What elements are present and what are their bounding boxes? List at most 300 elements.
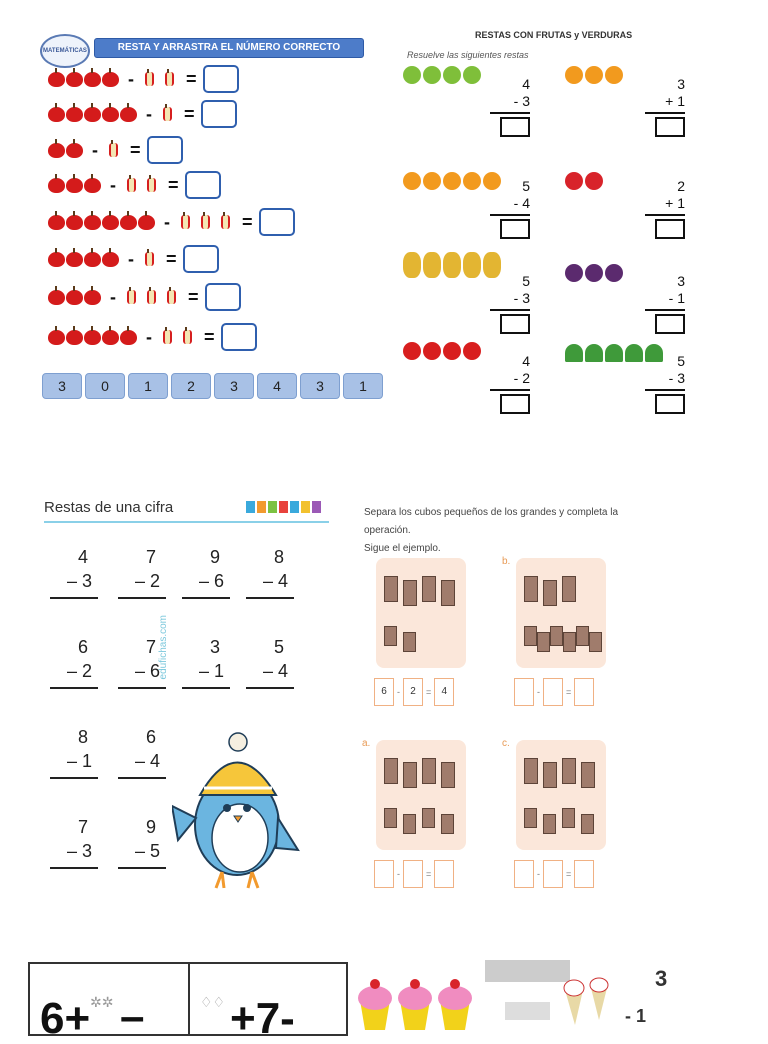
spinach-icon [585, 344, 603, 362]
strawberry-icon [585, 172, 603, 190]
apple-icon [66, 72, 83, 87]
subtrahend: – 4 [262, 661, 288, 681]
subtraction-problem [50, 815, 98, 869]
large-cube-icon [441, 580, 455, 606]
lime-icon [463, 66, 481, 84]
subtraction-problem [50, 725, 98, 779]
apple-icon [66, 252, 83, 267]
equals-sign: = [186, 68, 197, 89]
answer-line[interactable] [50, 867, 98, 869]
apple-icon [66, 143, 83, 158]
minus-sign: - [537, 869, 540, 879]
top-number: 4 [522, 353, 530, 369]
orange-icon [403, 172, 421, 190]
left-expression-minus: – [120, 992, 145, 1041]
small-cube-icon [563, 632, 576, 652]
subtrahend: – 1 [198, 661, 224, 681]
cube-card [516, 558, 606, 668]
answer-drop-box[interactable] [185, 171, 221, 199]
operation-row [374, 678, 454, 706]
minuend: 8 [273, 547, 284, 567]
operation-number: + 1 [665, 195, 685, 211]
cupcakes-illustration [355, 970, 480, 1030]
small-cube-icon [384, 626, 397, 646]
answer-line[interactable] [118, 867, 166, 869]
top-number: 5 [522, 178, 530, 194]
large-cube-icon [441, 762, 455, 788]
apple-core-icon [160, 327, 171, 347]
apple-row [48, 245, 219, 273]
site-watermark: edufichas.com [158, 615, 169, 680]
apple-core-icon [142, 69, 153, 89]
minuend: 3 [209, 637, 220, 657]
apple-core-icon [160, 104, 171, 124]
edufichas-logo [246, 501, 321, 513]
small-cube-icon [576, 626, 589, 646]
operation-box[interactable] [434, 860, 454, 888]
subtrahend: – 2 [134, 571, 160, 591]
draggable-number-tile[interactable]: 2 [171, 373, 211, 399]
minus-sign: - [164, 211, 170, 232]
bottom-number: - 1 [625, 1006, 647, 1026]
minuend: 6 [145, 727, 156, 747]
equals-sign: = [426, 869, 432, 879]
answer-drop-box[interactable] [205, 283, 241, 311]
single-digit-subtraction-worksheet [36, 495, 336, 895]
apple-core-icon [164, 287, 175, 307]
ice-cream-illustration [555, 970, 615, 1030]
gray-label-block-2 [505, 1002, 550, 1020]
apple-icon [66, 178, 83, 193]
large-cube-icon [562, 576, 576, 602]
operation-box[interactable] [374, 860, 394, 888]
minus-sign: - [146, 103, 152, 124]
subtrahend: – 2 [66, 661, 92, 681]
fruit-worksheet-title: RESTAS CON FRUTAS y VERDURAS [475, 30, 633, 40]
small-cube-icon [441, 814, 454, 834]
minus-sign: - [537, 687, 540, 697]
answer-box[interactable] [655, 314, 685, 334]
tomato-icon [403, 342, 421, 360]
equals-sign: = [566, 687, 572, 697]
top-number: 5 [522, 273, 530, 289]
equals-sign: = [188, 286, 199, 307]
answer-line[interactable] [50, 597, 98, 599]
minus-sign: - [146, 326, 152, 347]
apple-icon [84, 252, 101, 267]
large-cube-icon [422, 758, 436, 784]
exercise-letter: a. [362, 738, 371, 749]
minus-sign: - [110, 174, 116, 195]
subtraction-problem [246, 635, 294, 689]
apple-row [48, 65, 239, 93]
minus-sign: - [110, 286, 116, 307]
apple-icon [48, 107, 65, 122]
small-cube-icon [403, 814, 416, 834]
apple-core-icon [178, 212, 189, 232]
large-cube-icon [562, 758, 576, 784]
apple-icon [84, 178, 101, 193]
equals-sign: = [426, 687, 432, 697]
equals-sign: = [184, 103, 195, 124]
tomato-icon [423, 342, 441, 360]
subtrahend: – 6 [198, 571, 224, 591]
small-cube-icon [403, 632, 416, 652]
operation-box[interactable] [514, 678, 534, 706]
vertical-operation [490, 178, 530, 239]
apple-core-icon [142, 249, 153, 269]
operation-box[interactable] [543, 860, 563, 888]
minuend: 7 [145, 547, 156, 567]
top-number: 2 [677, 178, 685, 194]
draggable-number-tile[interactable]: 1 [343, 373, 383, 399]
operation-number: - 1 [668, 290, 685, 306]
subtrahend: – 1 [66, 751, 92, 771]
vertical-operation [645, 353, 685, 414]
fruit-group [565, 66, 623, 84]
large-cube-icon [581, 762, 595, 788]
cupcake-worksheet-panel [355, 960, 685, 1030]
apple-icon [48, 143, 65, 158]
small-cube-icon [384, 808, 397, 828]
answer-box[interactable] [655, 117, 685, 137]
result-line [645, 112, 685, 114]
lime-icon [423, 66, 441, 84]
draggable-number-tile[interactable]: 3 [214, 373, 254, 399]
apple-icon [66, 215, 83, 230]
subtraction-problem [182, 635, 230, 689]
apple-core-icon [106, 140, 117, 160]
spinach-icon [605, 344, 623, 362]
operation-box[interactable] [574, 678, 594, 706]
subtraction-problem [246, 545, 294, 599]
answer-drop-box[interactable] [203, 65, 239, 93]
vertical-operation [490, 353, 530, 414]
small-cube-icon [543, 814, 556, 834]
large-cube-icon [384, 576, 398, 602]
apple-icon [48, 330, 65, 345]
apple-icon [138, 215, 155, 230]
operation-box[interactable] [514, 860, 534, 888]
vertical-operation [490, 273, 530, 334]
top-number: 3 [677, 273, 685, 289]
apple-icon [102, 215, 119, 230]
instructions-line-1: Separa los cubos pequeños de los grandes y completa la operación. [364, 507, 619, 536]
vertical-operation [490, 76, 530, 137]
cube-card [376, 558, 466, 668]
large-cube-icon [403, 580, 417, 606]
apple-icon [84, 215, 101, 230]
apple-icon [84, 107, 101, 122]
fruit-group [403, 252, 501, 278]
fruit-group [565, 264, 623, 282]
large-cube-icon [384, 758, 398, 784]
fruit-group [403, 172, 501, 190]
result-line [490, 309, 530, 311]
answer-box[interactable] [500, 117, 530, 137]
operation-row [374, 860, 454, 888]
subtrahend: – 4 [262, 571, 288, 591]
minus-sign: - [92, 139, 98, 160]
orange-icon [443, 172, 461, 190]
answer-box[interactable] [655, 219, 685, 239]
answer-box[interactable] [500, 394, 530, 414]
minuend: 4 [77, 547, 88, 567]
operation-box[interactable] [543, 678, 563, 706]
answer-drop-box[interactable] [183, 245, 219, 273]
apple-icon [84, 72, 101, 87]
small-cube-icon [524, 626, 537, 646]
minuend: 6 [77, 637, 88, 657]
answer-line[interactable] [246, 687, 294, 689]
result-line [645, 309, 685, 311]
fruit-group [565, 172, 603, 190]
small-cube-icon [550, 626, 563, 646]
equals-sign: = [204, 326, 215, 347]
top-number: 3 [655, 966, 668, 991]
draggable-number-tile[interactable]: 1 [128, 373, 168, 399]
equals-sign: = [166, 248, 177, 269]
apple-icon [102, 107, 119, 122]
pineapple-icon [463, 252, 481, 278]
result-line [645, 389, 685, 391]
draggable-number-tile[interactable]: 0 [85, 373, 125, 399]
apple-row [48, 208, 295, 236]
result-line [645, 214, 685, 216]
minuend: 5 [273, 637, 284, 657]
left-expression: 6+ [40, 994, 91, 1043]
apple-core-icon [144, 287, 155, 307]
exercise-letter: b. [502, 556, 511, 567]
fruit-group [403, 66, 481, 84]
minus-sign: - [128, 248, 134, 269]
pineapple-icon [423, 252, 441, 278]
apple-icon [102, 330, 119, 345]
pineapple-icon [443, 252, 461, 278]
vertical-operation [645, 178, 685, 239]
orange-icon [585, 66, 603, 84]
cube-card [516, 740, 606, 850]
apple-core-icon [144, 175, 155, 195]
equals-sign: = [168, 174, 179, 195]
operation-number: - 3 [513, 93, 530, 109]
subtrahend: – 3 [66, 841, 92, 861]
answer-line[interactable] [118, 597, 166, 599]
apple-icon [66, 107, 83, 122]
apple-core-icon [198, 212, 209, 232]
operation-number: - 4 [513, 195, 530, 211]
worksheet-title: RESTA Y ARRASTRA EL NÚMERO CORRECTO [94, 38, 364, 58]
minuend: 8 [77, 727, 88, 747]
answer-line[interactable] [118, 777, 166, 779]
large-cube-icon [543, 762, 557, 788]
draggable-number-tile[interactable]: 4 [257, 373, 297, 399]
worksheet-logo: MATEMÁTICAS [40, 34, 90, 68]
apple-icon [120, 107, 137, 122]
large-cube-icon [422, 576, 436, 602]
apple-icon [48, 72, 65, 87]
answer-line[interactable] [50, 777, 98, 779]
operation-box[interactable]: 4 [434, 678, 454, 706]
eggplant-icon [585, 264, 603, 282]
apple-icon [48, 178, 65, 193]
equals-sign: = [566, 869, 572, 879]
bird-with-hat-illustration [172, 730, 302, 895]
apple-core-icon [162, 69, 173, 89]
fruit-subtraction-worksheet [395, 28, 715, 428]
subtrahend: – 5 [134, 841, 160, 861]
cube-card [376, 740, 466, 850]
orange-icon [463, 172, 481, 190]
result-line [490, 389, 530, 391]
operation-number: - 3 [668, 370, 685, 386]
addition-card-panel [28, 962, 348, 1043]
instructions-line-2: Sigue el ejemplo. [364, 543, 441, 554]
subtraction-problem [182, 545, 230, 599]
subtraction-problem [50, 635, 98, 689]
subtrahend: – 6 [134, 661, 160, 681]
spinach-icon [565, 344, 583, 362]
strawberry-icon [565, 172, 583, 190]
lime-icon [443, 66, 461, 84]
answer-box[interactable] [500, 219, 530, 239]
fruit-worksheet-subtitle: Resuelve las siguientes restas [407, 50, 529, 60]
subtrahend: – 4 [134, 751, 160, 771]
apple-icon [102, 72, 119, 87]
answer-drop-box[interactable] [201, 100, 237, 128]
pineapple-icon [403, 252, 421, 278]
top-number: 4 [522, 76, 530, 92]
equals-sign: = [130, 139, 141, 160]
minuend: 7 [145, 637, 156, 657]
title-underline [44, 521, 329, 523]
stars-icon: ✲✲ [90, 994, 114, 1010]
apple-core-icon [124, 287, 135, 307]
operation-box[interactable]: 2 [403, 678, 423, 706]
draggable-number-tile[interactable]: 3 [42, 373, 82, 399]
subtraction-problem [118, 725, 166, 779]
apple-icon [66, 290, 83, 305]
apple-icon [48, 290, 65, 305]
cubes-instructions [364, 504, 644, 558]
fruit-group [403, 342, 481, 360]
apple-icon [48, 252, 65, 267]
tomato-icon [443, 342, 461, 360]
operation-box[interactable] [403, 860, 423, 888]
right-expression: +7- [230, 994, 295, 1043]
large-cube-icon [403, 762, 417, 788]
apple-row [48, 100, 237, 128]
apple-icon [102, 252, 119, 267]
apple-icon [84, 330, 101, 345]
answer-line[interactable] [182, 687, 230, 689]
apple-row [48, 171, 221, 199]
minuend: 9 [145, 817, 156, 837]
operation-number: + 1 [665, 93, 685, 109]
answer-box[interactable] [500, 314, 530, 334]
apple-subtraction-worksheet [30, 28, 375, 423]
answer-line[interactable] [50, 687, 98, 689]
small-cube-icon [562, 808, 575, 828]
apple-row [48, 283, 241, 311]
large-cube-icon [524, 576, 538, 602]
apple-core-icon [218, 212, 229, 232]
apple-icon [66, 330, 83, 345]
orange-icon [565, 66, 583, 84]
apple-icon [120, 330, 137, 345]
cubes-subtraction-worksheet [360, 500, 650, 910]
answer-drop-box[interactable] [221, 323, 257, 351]
small-cube-icon [422, 808, 435, 828]
apple-icon [84, 290, 101, 305]
operation-row [514, 678, 594, 706]
result-line [490, 214, 530, 216]
answer-line[interactable] [182, 597, 230, 599]
vertical-operation [645, 76, 685, 137]
answer-drop-box[interactable] [259, 208, 295, 236]
answer-box[interactable] [655, 394, 685, 414]
apple-core-icon [124, 175, 135, 195]
small-cube-icon [537, 632, 550, 652]
minuend: 7 [77, 817, 88, 837]
minus-sign: - [397, 869, 400, 879]
answer-line[interactable] [246, 597, 294, 599]
apple-row [48, 323, 257, 351]
apple-row [48, 136, 183, 164]
orange-icon [423, 172, 441, 190]
orange-icon [605, 66, 623, 84]
answer-line[interactable] [118, 687, 166, 689]
small-cube-icon [524, 808, 537, 828]
lime-icon [403, 66, 421, 84]
small-cube-icon [589, 632, 602, 652]
spinach-icon [625, 344, 643, 362]
restas-title: Restas de una cifra [44, 499, 174, 516]
equals-sign: = [242, 211, 253, 232]
top-number: 3 [677, 76, 685, 92]
apple-icon [120, 215, 137, 230]
operation-box[interactable] [574, 860, 594, 888]
operation-number: - 3 [513, 290, 530, 306]
subtraction-problem [118, 545, 166, 599]
eggplant-icon [565, 264, 583, 282]
vertical-operation [645, 273, 685, 334]
minus-sign: - [128, 68, 134, 89]
result-line [490, 112, 530, 114]
subtraction-problem [118, 815, 166, 869]
minus-sign: - [397, 687, 400, 697]
large-cube-icon [543, 580, 557, 606]
top-number: 5 [677, 353, 685, 369]
operation-number: - 2 [513, 370, 530, 386]
draggable-number-tile[interactable]: 3 [300, 373, 340, 399]
operation-row [514, 860, 594, 888]
subtrahend: – 3 [66, 571, 92, 591]
apple-icon [48, 215, 65, 230]
answer-tiles [42, 373, 383, 399]
subtraction-problem [50, 545, 98, 599]
large-cube-icon [524, 758, 538, 784]
eggplant-icon [605, 264, 623, 282]
minuend: 9 [209, 547, 220, 567]
subtraction-problem [118, 635, 166, 689]
answer-drop-box[interactable] [147, 136, 183, 164]
diamonds-icon: ♢♢ [200, 994, 226, 1010]
operation-box[interactable]: 6 [374, 678, 394, 706]
tomato-icon [463, 342, 481, 360]
apple-core-icon [180, 327, 191, 347]
small-cube-icon [581, 814, 594, 834]
